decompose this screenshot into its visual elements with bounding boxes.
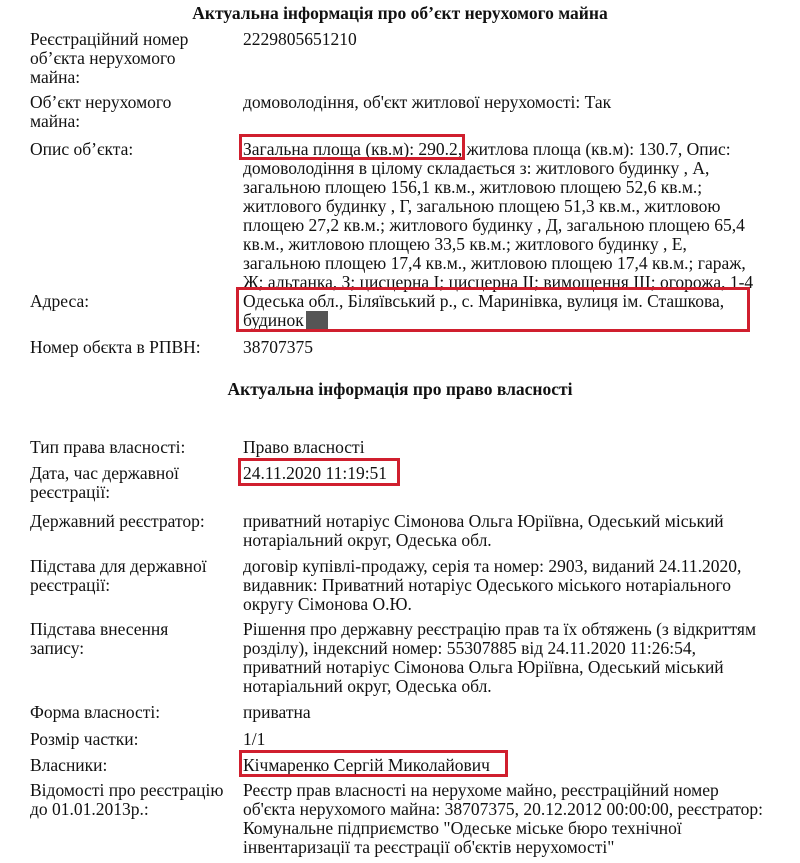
description-line: площею 27,2 кв.м.; житлового будинку , Д, загальною площею 65,4 [243, 215, 745, 235]
field-label: Тип права власності: [30, 437, 186, 457]
field-value: 38707375 [243, 337, 313, 357]
address-line: будинок [243, 310, 304, 330]
description-line: , житлова площа (кв.м): 130.7, Опис: [457, 139, 731, 159]
address-line: Одеська обл., Біляївський р., с. Маринівка, вулиця ім. Сташкова, [243, 291, 725, 311]
field-label: Об’єкт нерухомого майна: [30, 92, 172, 131]
description-line: загальною площею 156,1 кв.м., житловою площею 52,6 кв.м.; [243, 177, 703, 197]
field-value: приватний нотаріус Сімонова Ольга Юріївна, Одеський міський нотаріальний округ, Одеська обл. [243, 511, 724, 550]
field-label: Власники: [30, 755, 108, 775]
field-value [243, 292, 783, 330]
field-label: Відомості про реєстрацію до 01.01.2013р.: [30, 780, 224, 819]
field-label: Реєстраційний номер об’єкта нерухомого майна: [30, 29, 189, 87]
description-line: кв.м., житловою площею 33,5 кв.м.; житлового будинку , Е, [243, 234, 687, 254]
field-label: Розмір частки: [30, 729, 139, 749]
field-value: 24.11.2020 11:19:51 [243, 463, 388, 483]
total-area-highlighted: Загальна площа (кв.м): 290.2 [243, 139, 458, 159]
field-label: Підстава внесення запису: [30, 619, 169, 658]
field-value: 2229805651210 [243, 29, 357, 49]
description-line: загальною площею 17,4 кв.м., житловою площею 17,4 кв.м.; гараж, [243, 253, 746, 273]
field-label: Підстава для державної реєстрації: [30, 556, 207, 595]
field-value: приватна [243, 702, 311, 722]
field-label: Адреса: [30, 291, 90, 311]
section-title-object: Актуальна інформація про об’єкт нерухомого майна [192, 3, 608, 23]
field-label: Дата, час державної реєстрації: [30, 463, 179, 502]
field-label: Номер обєкта в РПВН: [30, 337, 201, 357]
field-value: Рішення про державну реєстрацію прав та їх обтяжень (з відкриттям розділу), індексний номер: 55307885 від 24.11.2020 11:26:54, приватний нотаріус Сімонова Ольга Юріївна, Одеський міський нотаріальний округ, Одеська обл. [243, 619, 757, 696]
field-value [243, 140, 783, 292]
description-line: домоволодіння в цілому складається з: житлового будинку , А, [243, 158, 710, 178]
field-value: 1/1 [243, 729, 266, 749]
field-label: Державний реєстратор: [30, 511, 205, 531]
redacted-house-number [306, 311, 328, 330]
field-value: домоволодіння, об'єкт житлової нерухомості: Так [243, 92, 612, 112]
section-title-rights: Актуальна інформація про право власності [227, 379, 573, 399]
description-line: житлового будинку , Г, загальною площею 51,3 кв.м., житловою [243, 196, 721, 216]
description-line: Ж; альтанка, З; цисцерна I; цисцерна II; вимощення III; огорожа, 1-4 [243, 272, 754, 292]
field-label: Опис об’єкта: [30, 139, 134, 159]
field-value: Право власності [243, 437, 365, 457]
field-label: Форма власності: [30, 702, 161, 722]
field-value: договір купівлі-продажу, серія та номер: 2903, виданий 24.11.2020, видавник: Приватний нотаріус Одеського міського нотаріального округу Сімонова О.Ю. [243, 556, 742, 614]
field-value: Кічмаренко Сергій Миколайович [243, 755, 490, 775]
field-value: Реєстр прав власності на нерухоме майно, реєстраційний номер об'єкта нерухомого майна: 38707375, 20.12.2012 00:00:00, реєстратор: Комунальне підприємство "Одеське міське бюро технічної інвентаризації та реєстрації об'єктів нерухомості" [243, 780, 763, 857]
